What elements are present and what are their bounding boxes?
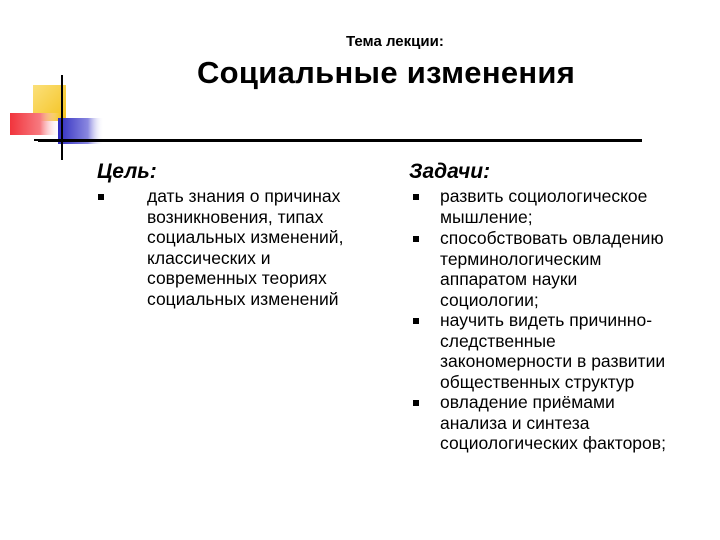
task-item-1 <box>440 186 647 227</box>
task-item-2-line: способствовать овладению <box>440 228 664 248</box>
task-item-2 <box>440 228 664 310</box>
task-item-1-line: развить социологическое <box>440 186 648 206</box>
goal-item-1-line: возникновения, типах <box>147 206 324 227</box>
task-bullet-icon <box>413 318 419 324</box>
page-title: Социальные изменения <box>197 55 576 90</box>
task-item-2-line: социологии; <box>440 289 539 310</box>
goal-heading: Цель: <box>97 160 157 183</box>
goal-item-1-line: социальных изменений <box>147 288 339 309</box>
task-item-4-line: анализа и синтеза <box>440 412 590 433</box>
goal-item-1-line: современных теориях <box>147 268 327 288</box>
tasks-heading: Задачи: <box>409 160 491 183</box>
goal-item-1-line: социальных изменений, <box>147 227 344 247</box>
task-bullet-icon <box>413 400 419 406</box>
decorative-logo <box>0 0 120 170</box>
task-bullet-icon <box>413 194 419 200</box>
task-item-3-line: следственные <box>440 330 556 351</box>
goal-bullet-icon <box>98 194 104 200</box>
task-item-3 <box>440 310 665 392</box>
task-item-3-line: закономерности в развитии <box>440 351 666 371</box>
task-item-2-line: терминологическим <box>440 248 602 269</box>
task-item-1-line: мышление; <box>440 206 533 227</box>
goal-item-1-line: дать знания о причинах <box>147 186 341 206</box>
logo-red-bar <box>10 113 60 135</box>
title-divider <box>38 139 642 142</box>
task-item-4 <box>440 392 666 454</box>
task-item-3-line: общественных структур <box>440 371 635 392</box>
goal-item-1 <box>147 186 343 309</box>
task-item-3-line: научить видеть причинно- <box>440 310 653 330</box>
goal-item-1-line: классических и <box>147 247 271 268</box>
task-item-2-line: аппаратом науки <box>440 269 578 289</box>
task-bullet-icon <box>413 236 419 242</box>
task-item-4-line: овладение приёмами <box>440 392 615 412</box>
lecture-topic-label: Тема лекции: <box>346 33 444 50</box>
task-item-4-line: социологических факторов; <box>440 433 666 453</box>
